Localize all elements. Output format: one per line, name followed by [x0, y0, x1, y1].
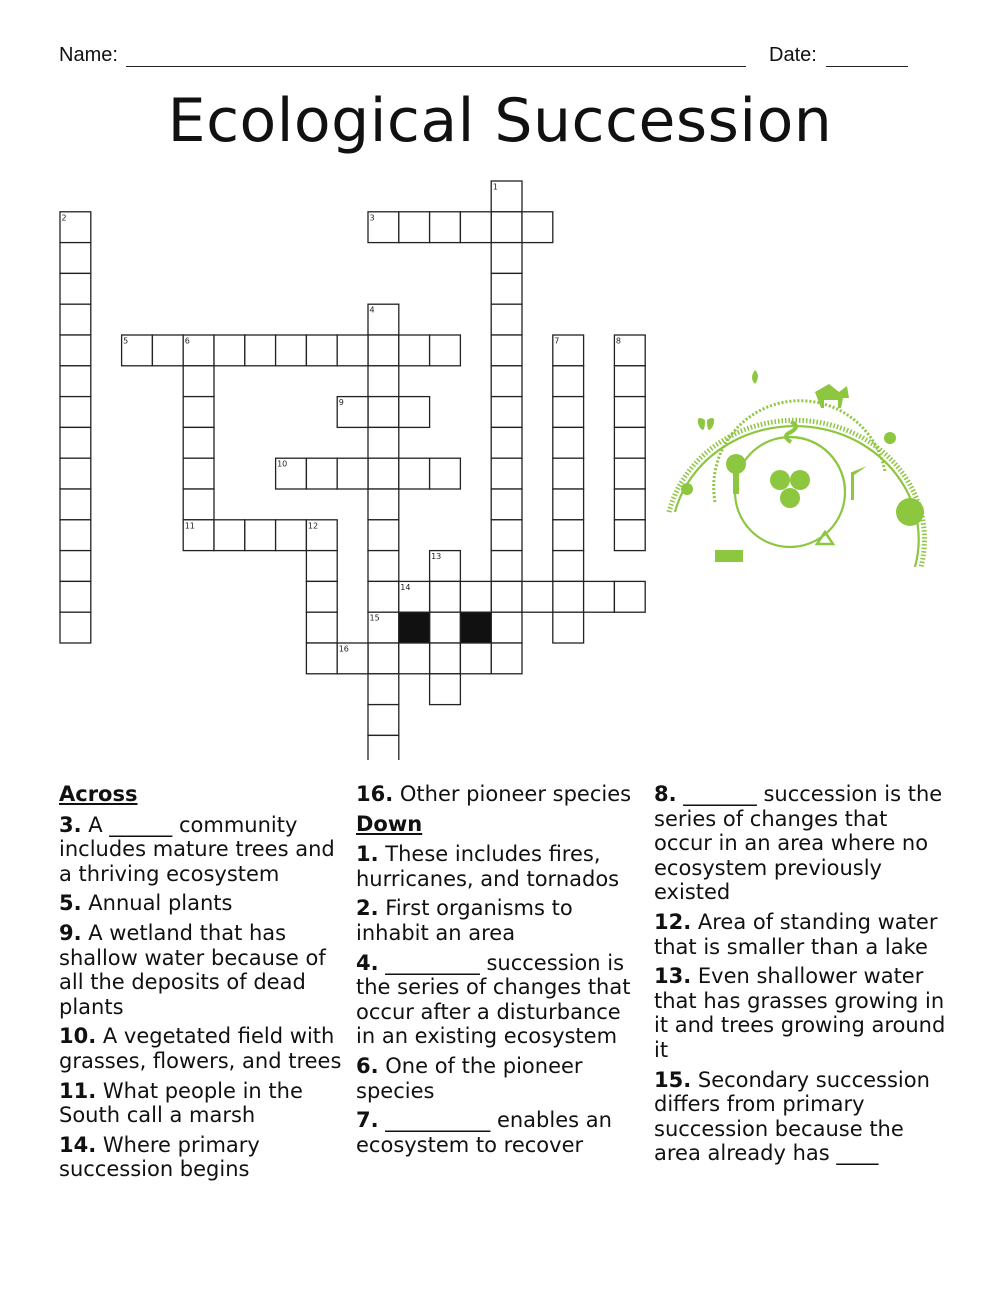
grid-cell[interactable] — [614, 581, 645, 612]
down-heading: Down — [356, 811, 423, 836]
clue-text: Other pioneer species — [393, 782, 632, 806]
clues-column-1 — [59, 782, 349, 1187]
grid-cell[interactable] — [399, 397, 430, 428]
grid-cell[interactable] — [460, 581, 491, 612]
grid-cell[interactable] — [522, 212, 553, 243]
clue-number: 12 — [307, 521, 319, 531]
clue-number: 3. — [59, 812, 82, 837]
grid-cell[interactable] — [430, 335, 461, 366]
clue-item — [356, 1054, 646, 1103]
clue-text: Secondary succession differs from primary succession because the area already has ____ — [654, 1067, 930, 1166]
clue-item — [356, 951, 646, 1049]
grid-cell[interactable] — [491, 458, 522, 489]
clue-text: A ______ community includes mature trees and a thriving ecosystem — [59, 812, 335, 886]
grid-cell[interactable] — [491, 643, 522, 674]
clue-number: 11 — [184, 521, 195, 531]
grid-cell[interactable] — [553, 551, 584, 582]
clue-item — [59, 813, 349, 887]
clue-number: 14 — [400, 582, 411, 592]
grid-cell[interactable] — [60, 489, 91, 520]
clue-number: 9. — [59, 920, 82, 945]
clue-number: 9 — [338, 398, 344, 408]
grid-cell[interactable] — [368, 674, 399, 705]
grid-cell[interactable] — [60, 612, 91, 643]
grid-cell[interactable] — [214, 520, 245, 551]
grid-cell[interactable] — [491, 273, 522, 304]
grid-cell[interactable] — [368, 581, 399, 612]
clue-number: 3 — [369, 213, 375, 223]
clue-number: 15. — [654, 1067, 692, 1092]
grid-cell[interactable] — [368, 705, 399, 736]
grid-cell[interactable] — [306, 612, 337, 643]
grid-cell[interactable] — [306, 335, 337, 366]
clue-text: Even shallower water that has grasses growing in it and trees growing around it — [654, 964, 946, 1062]
grid-cell[interactable] — [183, 489, 214, 520]
grid-cell[interactable] — [491, 366, 522, 397]
grid-cell[interactable] — [306, 581, 337, 612]
grid-cell[interactable] — [430, 643, 461, 674]
grid-cell[interactable] — [337, 335, 368, 366]
grid-cell[interactable] — [276, 335, 307, 366]
clue-item — [654, 1068, 950, 1166]
clue-item — [59, 1024, 349, 1073]
clue-number: 11. — [59, 1078, 97, 1103]
grid-cell[interactable] — [614, 427, 645, 458]
grid-cell[interactable] — [368, 427, 399, 458]
grid-cell[interactable] — [399, 458, 430, 489]
grid-cell[interactable] — [276, 520, 307, 551]
grid-cell[interactable] — [522, 581, 553, 612]
grid-cell[interactable] — [60, 366, 91, 397]
grid-cell[interactable] — [491, 212, 522, 243]
clue-item — [654, 782, 950, 905]
grid-cell[interactable] — [152, 335, 183, 366]
grid-cell[interactable] — [460, 643, 491, 674]
clue-number: 16 — [338, 644, 349, 654]
grid-cell[interactable] — [614, 366, 645, 397]
clue-text: __________ enables an ecosystem to recover — [356, 1108, 612, 1157]
grid-cell[interactable] — [553, 581, 584, 612]
clues-column-2 — [356, 782, 646, 1162]
clue-item — [654, 964, 950, 1062]
grid-cell[interactable] — [553, 458, 584, 489]
grid-cell[interactable] — [183, 458, 214, 489]
name-label: Name: — [59, 44, 118, 66]
grid-cell[interactable] — [368, 520, 399, 551]
grid-cell[interactable] — [60, 551, 91, 582]
clue-item — [59, 921, 349, 1019]
grid-cell[interactable] — [183, 397, 214, 428]
clue-text: _________ succession is the series of changes that occur after a disturbance in an existing ecosystem — [356, 950, 631, 1049]
grid-cell[interactable] — [614, 489, 645, 520]
grid-cell[interactable] — [60, 581, 91, 612]
clue-item — [356, 896, 646, 945]
grid-cell[interactable] — [614, 397, 645, 428]
grid-cell[interactable] — [399, 643, 430, 674]
grid-block — [399, 612, 430, 643]
grid-cell[interactable] — [430, 212, 461, 243]
grid-cell[interactable] — [368, 397, 399, 428]
grid-cell[interactable] — [60, 243, 91, 274]
date-label: Date: — [769, 44, 817, 66]
grid-cell[interactable] — [399, 335, 430, 366]
grid-cell[interactable] — [306, 458, 337, 489]
grid-cell[interactable] — [491, 243, 522, 274]
grid-cell[interactable] — [60, 458, 91, 489]
grid-cell[interactable] — [60, 335, 91, 366]
grid-cell[interactable] — [430, 581, 461, 612]
grid-cell[interactable] — [430, 674, 461, 705]
clue-item — [59, 891, 349, 916]
grid-cell[interactable] — [337, 458, 368, 489]
clue-text: These includes fires, hurricanes, and tornados — [356, 842, 620, 891]
grid-cell[interactable] — [491, 520, 522, 551]
grid-cell[interactable] — [368, 551, 399, 582]
grid-cell[interactable] — [553, 489, 584, 520]
clue-number: 4 — [369, 305, 375, 315]
clue-text: First organisms to inhabit an area — [356, 896, 573, 945]
clue-number: 13 — [431, 552, 442, 562]
grid-cell[interactable] — [491, 304, 522, 335]
clue-number: 10. — [59, 1024, 97, 1049]
clue-text: Area of standing water that is smaller than a lake — [654, 909, 938, 959]
grid-cell[interactable] — [491, 397, 522, 428]
grid-cell[interactable] — [491, 581, 522, 612]
grid-cell[interactable] — [183, 366, 214, 397]
clue-number: 4. — [356, 950, 379, 975]
clue-number: 7. — [356, 1108, 379, 1133]
grid-cell[interactable] — [60, 304, 91, 335]
grid-cell[interactable] — [430, 612, 461, 643]
clue-number: 1. — [356, 842, 379, 867]
grid-cell[interactable] — [553, 427, 584, 458]
clue-item — [59, 1133, 349, 1182]
grid-cell[interactable] — [491, 427, 522, 458]
grid-cell[interactable] — [368, 335, 399, 366]
grid-cell[interactable] — [306, 643, 337, 674]
grid-block — [460, 612, 491, 643]
grid-cell[interactable] — [60, 520, 91, 551]
clue-text: A vegetated field with grasses, flowers, and trees — [59, 1024, 342, 1073]
clue-number: 6. — [356, 1053, 379, 1078]
clue-text: Annual plants — [81, 891, 233, 916]
grid-cell[interactable] — [614, 458, 645, 489]
clue-number: 2 — [61, 213, 67, 223]
clue-item — [356, 782, 646, 807]
grid-cell[interactable] — [491, 335, 522, 366]
grid-cell[interactable] — [214, 335, 245, 366]
grid-cell[interactable] — [306, 551, 337, 582]
clue-text: A wetland that has shallow water because of all the deposits of dead plants — [59, 920, 326, 1019]
grid-cell[interactable] — [60, 273, 91, 304]
grid-cell[interactable] — [60, 427, 91, 458]
clue-number: 8 — [615, 336, 621, 346]
grid-cell[interactable] — [368, 366, 399, 397]
clue-number: 12. — [654, 909, 692, 934]
clue-text: Where primary succession begins — [59, 1132, 260, 1182]
grid-cell[interactable] — [368, 458, 399, 489]
grid-cell[interactable] — [614, 520, 645, 551]
grid-cell[interactable] — [553, 612, 584, 643]
grid-cell[interactable] — [430, 458, 461, 489]
grid-cell[interactable] — [368, 643, 399, 674]
grid-cell[interactable] — [491, 489, 522, 520]
clue-number: 16. — [356, 782, 394, 806]
grid-cell[interactable] — [245, 520, 276, 551]
clue-item — [654, 910, 950, 959]
clue-number: 5 — [123, 336, 129, 346]
grid-cell[interactable] — [460, 212, 491, 243]
clue-number: 8. — [654, 782, 677, 806]
grid-cell[interactable] — [491, 551, 522, 582]
clue-number: 15 — [369, 613, 380, 623]
clue-number: 14. — [59, 1132, 97, 1157]
clue-item — [356, 842, 646, 891]
grid-cell[interactable] — [183, 427, 214, 458]
across-heading: Across — [59, 782, 138, 806]
grid-cell[interactable] — [553, 520, 584, 551]
clue-item — [59, 1079, 349, 1128]
grid-cell[interactable] — [368, 489, 399, 520]
clue-number: 6 — [184, 336, 190, 346]
grid-cell[interactable] — [491, 612, 522, 643]
grid-cell[interactable] — [553, 366, 584, 397]
clue-number: 2. — [356, 896, 379, 921]
grid-cell[interactable] — [368, 735, 399, 760]
grid-cell[interactable] — [60, 397, 91, 428]
clue-text: What people in the South call a marsh — [59, 1078, 303, 1128]
clue-number: 13. — [654, 964, 692, 989]
clue-text: One of the pioneer species — [356, 1053, 583, 1103]
grid-cell[interactable] — [584, 581, 615, 612]
clue-item — [356, 1108, 646, 1157]
grid-cell[interactable] — [553, 397, 584, 428]
clue-number: 1 — [492, 182, 498, 192]
ecology-spiral-icon — [655, 362, 945, 587]
grid-cell[interactable] — [399, 212, 430, 243]
clue-text: _______ succession is the series of changes that occur in an area where no ecosystem previously existed — [654, 782, 943, 905]
clue-number: 10 — [277, 459, 288, 469]
page-title: Ecological Succession — [167, 86, 833, 156]
clues-column-3 — [654, 782, 950, 1171]
clue-number: 5. — [59, 891, 82, 916]
grid-cell[interactable] — [245, 335, 276, 366]
clue-number: 7 — [554, 336, 560, 346]
